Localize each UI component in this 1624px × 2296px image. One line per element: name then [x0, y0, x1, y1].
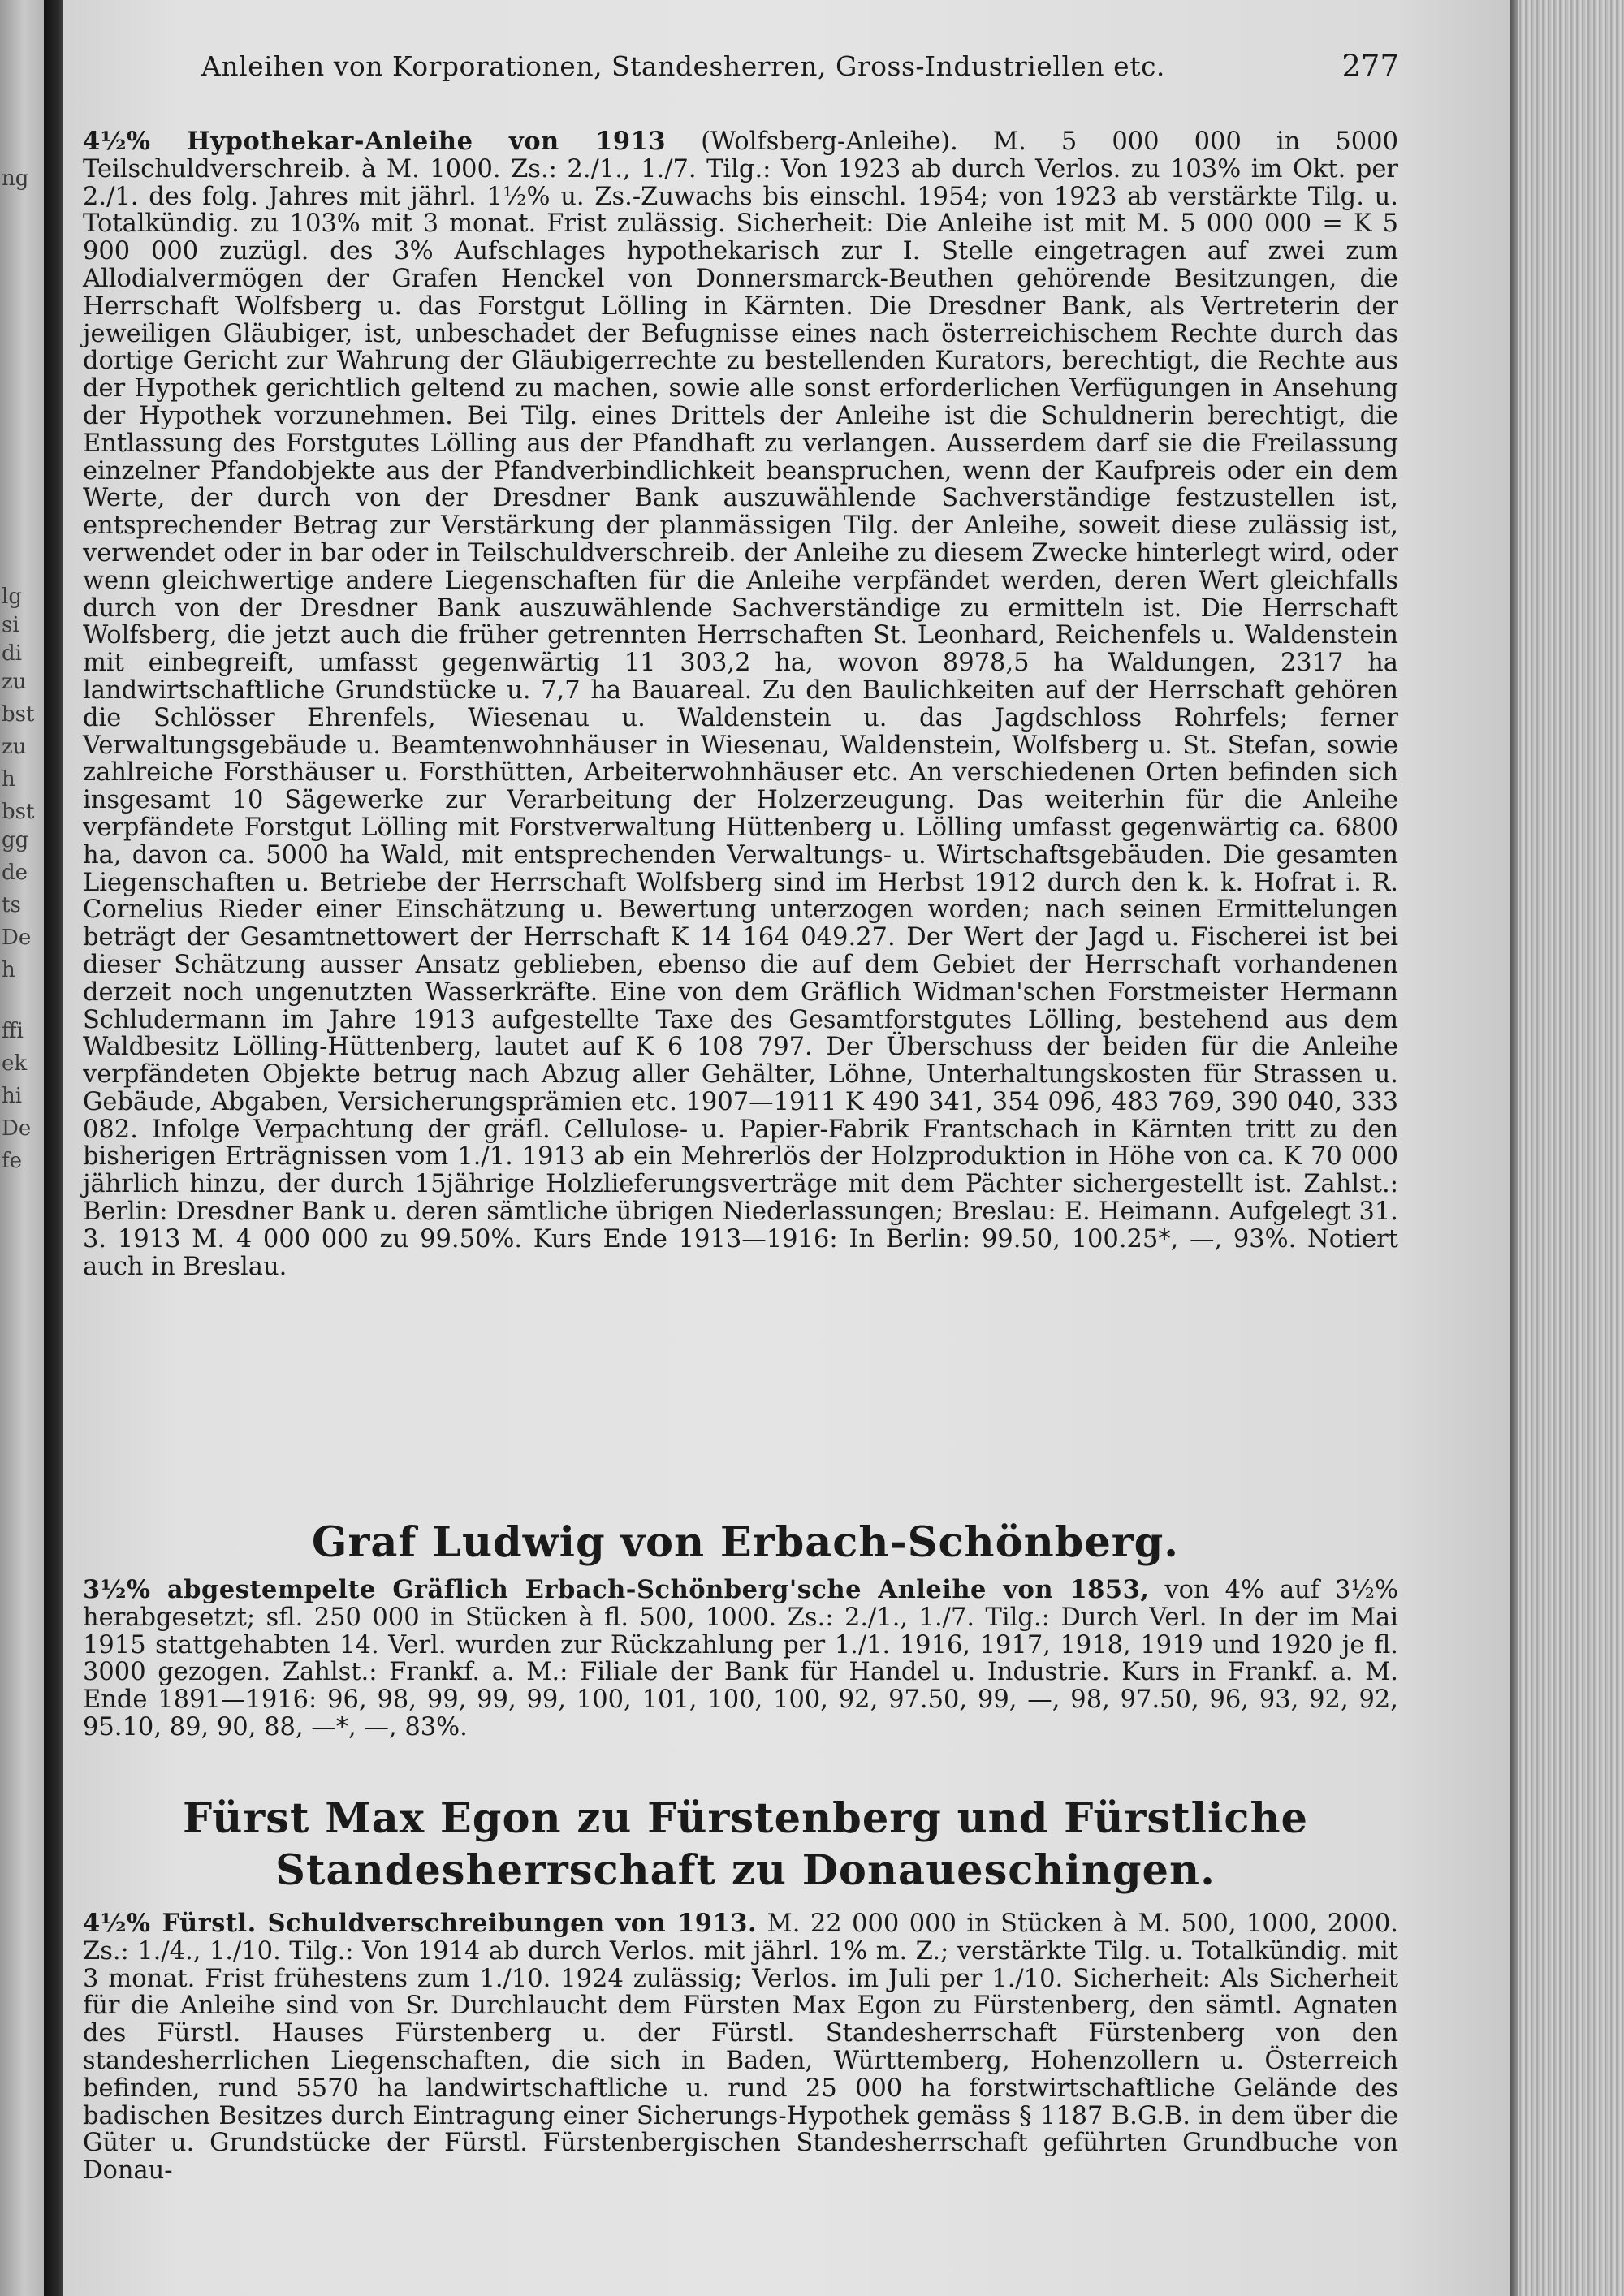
page-edges — [1510, 0, 1624, 2296]
margin-fragment: de — [2, 861, 28, 885]
margin-fragment: si — [2, 613, 19, 637]
bond-entry-fuerstenberg — [83, 1910, 1398, 2185]
facing-page-edge — [0, 0, 44, 2296]
margin-fragment: zu — [2, 670, 27, 694]
bond-body: (Wolfsberg-Anleihe). M. 5 000 000 in 5000 Teilschuldverschreib. à M. 1000. Zs.: 2./1., 1./7. Tilg.: Von 1923 ab durch Verlos. zu 103% im Okt. per 2./1. des folg. Jahres mit jährl. 1½% u. Zs.-Zuwachs bis einschl. 1954; von 1923 ab verstärkte Tilg. u. Totalkündig. zu 103% mit 3 monat. Frist zulässig. Sicherheit: Die Anleihe ist mit M. 5 000 000 = K 5 900 000 zuzügl. des 3% Aufschlages hypothekarisch zur I. Stelle eingetragen auf zwei zum Allodialvermögen der Grafen Henckel von Donnersmarck-Beuthen gehörende Besitzungen, die Herrschaft Wolfsberg u. das Forstgut Lölling in Kärnten. Die Dresdner Bank, als Vertreterin der jeweiligen Gläubiger, ist, unbeschadet der Befugnisse eines nach österreichischem Rechte durch das dortige Gericht zur Wahrung der Gläubigerrechte zu bestellenden Kurators, berechtigt, die Rechte aus der Hypothek gerichtlich geltend zu machen, sowie alle sonst erforderlichen Verfügungen in Ansehung der Hypothek vorzunehmen. Bei Tilg. eines Drittels der Anleihe ist die Schuldnerin berechtigt, die Entlassung des Forstgutes Lölling aus der Pfandhaft zu verlangen. Ausserdem darf sie die Freilassung einzelner Pfandobjekte aus der Pfandverbindlichkeit beanspruchen, wenn der Kaufpreis oder ein dem Werte, der durch von der Dresdner Bank auszuwählende Sachverständige festzustellen ist, entsprechender Betrag zur Verstärkung der planmässigen Tilg. der Anleihe, soweit diese zulässig ist, verwendet oder in bar oder in Teilschuldverschreib. der Anleihe zu diesem Zwecke hinterlegt wird, oder wenn gleichwertige andere Liegenschaften für die Anleihe verpfändet werden, deren Wert gleichfalls durch von der Dresdner Bank auszuwählende Sachverständige zu ermitteln ist. Die Herrschaft Wolfsberg, die jetzt auch die früher getrennten Herrschaften St. Leonhard, Reichenfels u. Waldenstein mit einbegreift, umfasst gegenwärtig 11 303,2 ha, wovon 8978,5 ha Waldungen, 2317 ha landwirtschaftliche Grundstücke u. 7,7 ha Bauareal. Zu den Baulichkeiten auf der Herrschaft gehören die Schlösser Ehrenfels, Wiesenau u. Waldenstein u. das Jagdschloss Rohrfels; ferner Verwaltungsgebäude u. Beamtenwohnhäuser in Wiesenau, Waldenstein, Wolfsberg u. St. Stefan, sowie zahlreiche Forsthäuser u. Forsthütten, Arbeiterwohnhäuser etc. An verschiedenen Orten befinden sich insgesamt 10 Sägewerke zur Verarbeitung der Holzerzeugung. Das weiterhin für die Anleihe verpfändete Forstgut Lölling mit Forstverwaltung Hüttenberg u. Lölling umfasst gegenwärtig ca. 6800 ha, davon ca. 5000 ha Wald, mit entsprechenden Verwaltungs- u. Wirtschaftsgebäuden. Die gesamten Liegenschaften u. Betriebe der Herrschaft Wolfsberg sind im Herbst 1912 durch den k. k. Hofrat i. R. Cornelius Rieder einer Einschätzung u. Bewertung unterzogen worden; nach seinen Ermittelungen beträgt der Gesamtnettowert der Herrschaft K 14 164 049.27. Der Wert der Jagd u. Fischerei ist bei dieser Schätzung ausser Ansatz geblieben, ebenso die auf dem Gebiet der Herrschaft vorhandenen derzeit noch ungenutzten Wasserkräfte. Eine von dem Gräflich Widman'schen Forstmeister Hermann Schludermann im Jahre 1913 aufgestellte Taxe des Gesamtforstgutes Lölling, bestehend aus dem Waldbesitz Lölling-Hüttenberg, lautet auf K 6 108 797. Der Überschuss der beiden für die Anleihe verpfändeten Objekte betrug nach Abzug aller Gehälter, Löhne, Unterhaltungskosten für Strassen u. Gebäude, Abgaben, Versicherungsprämien etc. 1907—1911 K 490 341, 354 096, 483 769, 390 040, 333 082. Infolge Verpachtung der gräfl. Cellulose- u. Papier-Fabrik Frantschach in Kärnten tritt zu den bisherigen Erträgnissen vom 1./1. 1913 ab ein Mehrerlös der Holzproduktion in Höhe von ca. K 70 000 jährlich hinzu, der durch 15jährige Holzlieferungsverträge mit dem Pächter sichergestellt ist. Zahlst.: Berlin: Dresdner Bank u. deren sämtliche übrigen Niederlassungen; Breslau: E. Heimann. Aufgelegt 31. 3. 1913 M. 4 000 000 zu 99.50%. Kurs Ende 1913—1916: In Berlin: 99.50, 100.25*, —, 93%. Notiert auch in Breslau. — [83, 127, 1398, 1281]
margin-fragment: lg — [2, 585, 22, 609]
page-number: 277 — [1341, 49, 1399, 84]
margin-fragment: zu — [2, 735, 27, 759]
margin-fragment: bst — [2, 800, 35, 824]
bond-entry-erbach — [83, 1577, 1398, 1741]
margin-fragment: bst — [2, 702, 35, 727]
bond-title: 4½% Hypothekar-Anleihe von 1913 — [83, 127, 667, 156]
margin-fragment: De — [2, 926, 32, 950]
bond-title: 4½% Fürstl. Schuldverschreibungen von 1913. — [83, 1909, 758, 1938]
section-heading-fuerstenberg: Fürst Max Egon zu Fürstenberg und Fürstliche Standesherrschaft zu Donaueschingen. — [182, 1794, 1308, 1895]
margin-fragment: hi — [2, 1084, 23, 1108]
margin-fragment: ng — [2, 166, 29, 191]
margin-fragment: h — [2, 767, 15, 792]
margin-fragment: fe — [2, 1149, 23, 1173]
margin-fragment: ts — [2, 893, 21, 917]
running-head: Anleihen von Korporationen, Standesherren, Gross-Industriellen etc. — [201, 50, 1165, 82]
section-heading-erbach: Graf Ludwig von Erbach-Schönberg. — [311, 1518, 1180, 1567]
margin-fragment: di — [2, 641, 22, 666]
bond-body: M. 22 000 000 in Stücken à M. 500, 1000, 2000. Zs.: 1./4., 1./10. Tilg.: Von 1914 ab durch Verlos. mit jährl. 1% m. Z.; verstärkte Tilg. u. Totalkündig. mit 3 monat. Frist frühestens zum 1./10. 1924 zulässig; Verlos. im Juli per 1./10. Sicherheit: Als Sicherheit für die Anleihe sind von Sr. Durchlaucht dem Fürsten Max Egon zu Fürstenberg, den sämtl. Agnaten des Fürstl. Hauses Fürstenberg u. der Fürstl. Standesherrschaft Fürstenberg von den standesherrlichen Liegenschaften, die sich in Baden, Württemberg, Hohenzollern u. Österreich befinden, rund 5570 ha landwirtschaftliche u. rund 25 000 ha forstwirtschaftliche Gelände des badischen Besitzes durch Eintragung einer Sicherungs-Hypothek gemäss § 1187 B.G.B. in dem über die Güter u. Grundstücke der Fürstl. Fürstenbergischen Standesherrschaft geführten Grundbuche von Donau- — [83, 1910, 1398, 2186]
bond-title: 3½% abgestempelte Gräflich Erbach-Schönberg'sche Anleihe von 1853, — [83, 1575, 1150, 1604]
margin-fragment: ffi — [2, 1019, 24, 1043]
bond-entry-wolfsberg — [83, 128, 1398, 1280]
book-page — [63, 0, 1510, 2296]
margin-fragment: gg — [2, 828, 29, 852]
margin-fragment: h — [2, 958, 15, 982]
margin-fragment: De — [2, 1116, 32, 1141]
bond-body: von 4% auf 3½% herabgesetzt; sfl. 250 000 in Stücken à fl. 500, 1000. Zs.: 2./1., 1./7. Tilg.: Durch Verl. In der im Mai 1915 stattgehabten 14. Verl. wurden zur Rückzahlung per 1./1. 1916, 1917, 1918, 1919 und 1920 je fl. 3000 gezogen. Zahlst.: Frankf. a. M.: Filiale der Bank für Handel u. Industrie. Kurs in Frankf. a. M. Ende 1891—1916: 96, 98, 99, 99, 99, 100, 101, 100, 100, 92, 97.50, 99, —, 98, 97.50, 96, 93, 92, 92, 95.10, 89, 90, 88, —*, —, 83%. — [83, 1576, 1398, 1741]
margin-fragment: ek — [2, 1051, 28, 1076]
